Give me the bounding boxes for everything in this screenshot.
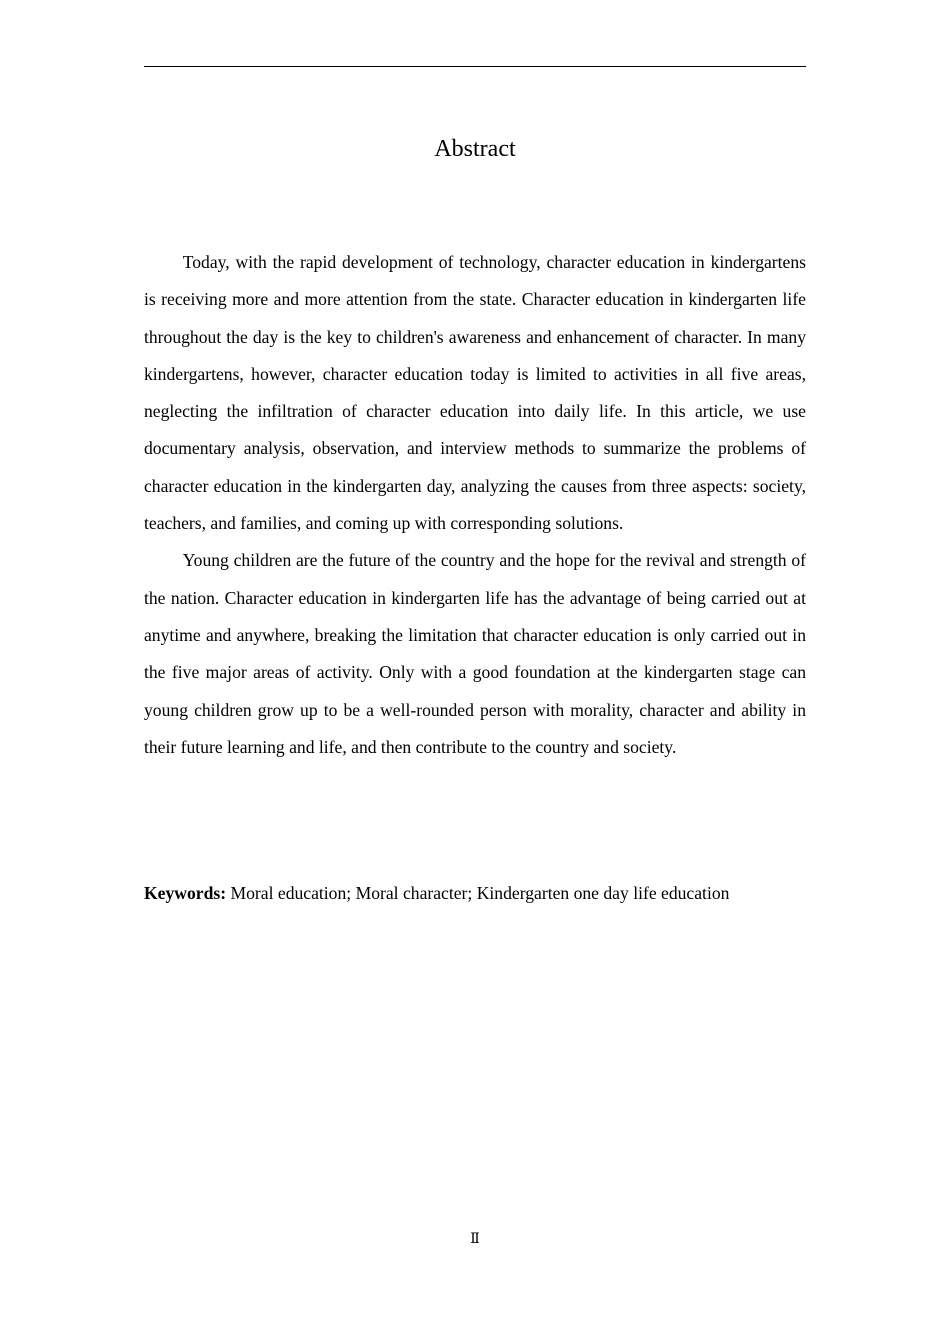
keywords-text: Moral education; Moral character; Kindergarten one day life education — [226, 883, 730, 903]
keywords-line — [144, 876, 806, 910]
abstract-paragraph-2: Young children are the future of the country and the hope for the revival and strength of the nation. Character education in kindergarten life has the advantage of being carried out at anytime and anywhere, breaking the limitation that character education is only carried out in the five major areas of activity. Only with a good foundation at the kindergarten stage can young children grow up to be a well-rounded person with morality, character and ability in their future learning and life, and then contribute to the country and society. — [144, 550, 806, 757]
keywords-label: Keywords: — [144, 883, 227, 903]
abstract-title: Abstract — [434, 136, 516, 162]
abstract-paragraph-1: Today, with the rapid development of technology, character education in kindergartens is receiving more and more attention from the state. Character education in kindergarten life throughout the day is the key to children's awareness and enhancement of character. In many kindergartens, however, character education today is limited to activities in all five areas, neglecting the infiltration of character education into daily life. In this article, we use documentary analysis, observation, and interview methods to summarize the problems of character education in the kindergarten day, analyzing the causes from three aspects: society, teachers, and families, and coming up with corresponding solutions. — [144, 252, 806, 534]
page-number: Ⅱ — [470, 1232, 480, 1247]
header-rule — [144, 66, 806, 67]
abstract-body — [144, 244, 806, 766]
